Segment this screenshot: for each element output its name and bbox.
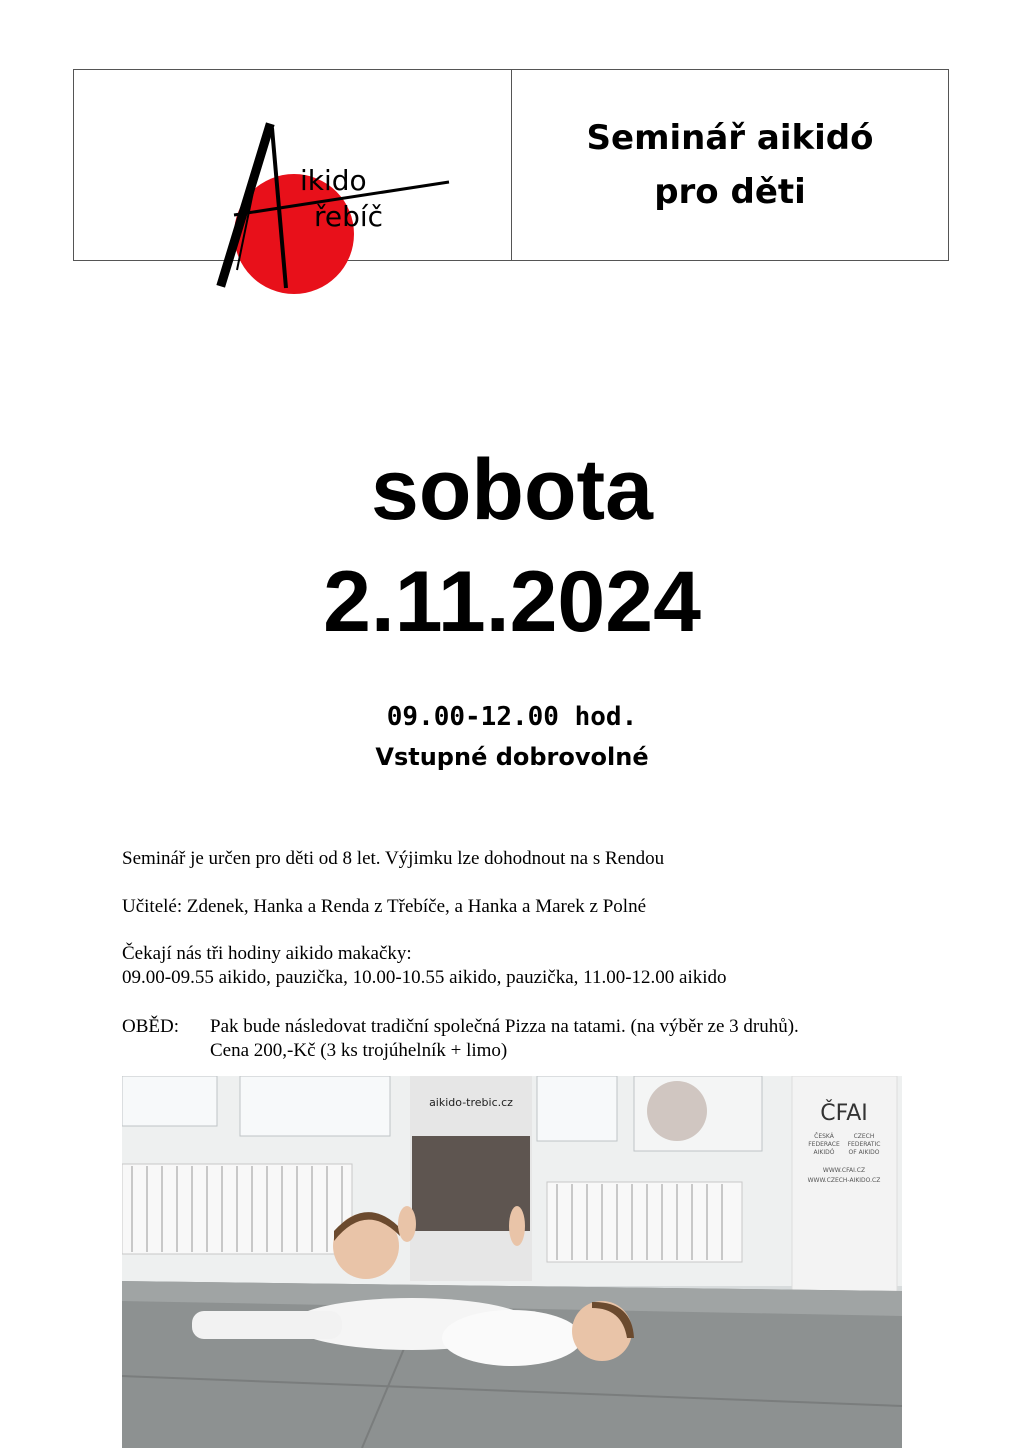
header-title bbox=[512, 70, 948, 260]
banner-right-title: ČFAI bbox=[820, 1101, 868, 1126]
header-table bbox=[73, 69, 949, 261]
banner-right-col2-2: FEDERATIC bbox=[847, 1141, 881, 1148]
banner-right-col1-1: ČESKÁ bbox=[814, 1133, 834, 1140]
header-title-line1: Seminář aikidó bbox=[586, 118, 874, 158]
seminar-photo bbox=[122, 1076, 902, 1448]
banner-right-col2-1: CZECH bbox=[853, 1133, 875, 1140]
event-day: sobota bbox=[371, 442, 653, 538]
teachers-text: Učitelé: Zdenek, Hanka a Renda z Třebíče, a Hanka a Marek z Polné bbox=[122, 896, 647, 917]
logo-cell bbox=[74, 70, 512, 260]
banner-right-url2: WWW.CZECH-AIKIDO.CZ bbox=[807, 1177, 881, 1184]
banner-right-url1: WWW.CFAI.CZ bbox=[822, 1167, 866, 1174]
lunch-line1: Pak bude následovat tradiční společná Pizza na tatami. (na výběr ze 3 druhů). bbox=[210, 1016, 799, 1037]
banner-right-col1-3: AIKIDÓ bbox=[813, 1149, 835, 1156]
banner-left-text: aikido-trebic.cz bbox=[429, 1096, 513, 1109]
event-time: 09.00-12.00 hod. bbox=[386, 702, 638, 732]
lunch-label: OBĚD: bbox=[122, 1016, 179, 1037]
banner-right-col1-2: FEDERACE bbox=[808, 1141, 840, 1148]
schedule-title: Čekají nás tři hodiny aikido makačky: bbox=[122, 943, 412, 964]
aikido-trebic-logo bbox=[144, 120, 464, 310]
schedule-text: 09.00-09.55 aikido, pauzička, 10.00-10.55 aikido, pauzička, 11.00-12.00 aikido bbox=[122, 967, 727, 988]
header-title-line2: pro děti bbox=[654, 172, 806, 212]
logo-text-1: ikido bbox=[300, 164, 367, 197]
lunch-line2: Cena 200,-Kč (3 ks trojúhelník + limo) bbox=[210, 1040, 508, 1061]
event-date: 2.11.2024 bbox=[323, 554, 701, 650]
banner-right-col2-3: OF AIKIDO bbox=[848, 1149, 880, 1156]
photo-illustration bbox=[122, 1076, 902, 1448]
logo-text-2: řebíč bbox=[314, 200, 384, 233]
event-entry: Vstupné dobrovolné bbox=[375, 743, 649, 771]
intro-text: Seminář je určen pro děti od 8 let. Výjimku lze dohodnout na s Rendou bbox=[122, 848, 665, 869]
